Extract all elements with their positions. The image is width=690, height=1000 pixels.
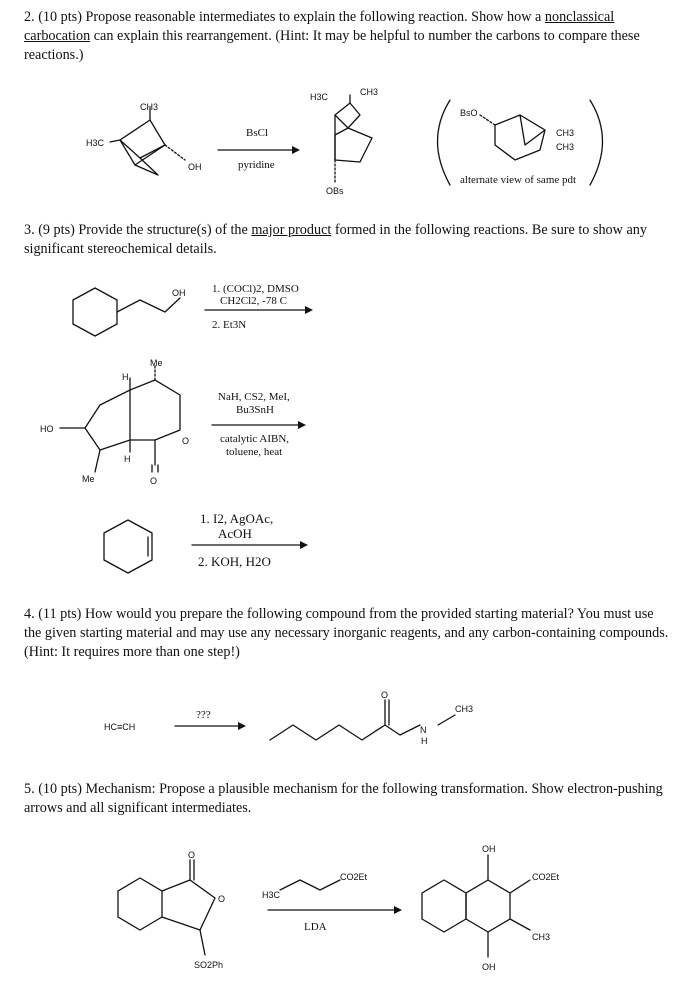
q5-pdt-label: OH	[482, 844, 496, 854]
q5-sm-label: SO2Ph	[194, 960, 224, 970]
q5-reagent-label: CO2Et	[340, 872, 368, 882]
q2-product	[310, 87, 378, 196]
q2-sm-label: H3C	[86, 138, 105, 148]
q3-rxn2-label: O	[182, 436, 190, 446]
q2-alt-label: CH3	[556, 142, 575, 152]
q2-alt-label: CH3	[556, 128, 575, 138]
q2-reagent: pyridine	[238, 159, 275, 171]
q2-sm-label: CH3	[140, 102, 159, 112]
q2-alt-label: BsO	[460, 108, 478, 118]
q3-rxn2-label: Me	[150, 358, 163, 368]
q3-rxn3-reagent: 2. KOH, H2O	[198, 554, 271, 569]
q2-starting-material	[86, 102, 202, 175]
q4-arrow-label: ???	[196, 709, 211, 721]
q3-rxn2-label: H	[124, 454, 131, 464]
q3-rxn2-reagent: Bu3SnH	[236, 404, 274, 416]
q3-rxn1-reagent: 2. Et3N	[212, 319, 247, 331]
q5-reagent-label: H3C	[262, 890, 281, 900]
q2-alt-caption: alternate view of same pdt	[460, 174, 577, 186]
q3-rxn2-reagent: catalytic AIBN,	[220, 433, 290, 445]
q2-underlined-term: nonclassical carbocation	[24, 9, 615, 44]
q4-starting-material	[104, 722, 135, 732]
q3-rxn1-reagent: CH2Cl2, -78 C	[220, 295, 287, 307]
q4-pdt-label: CH3	[455, 704, 474, 714]
q5-reagent	[262, 872, 368, 900]
q2-alternate-view	[438, 100, 603, 186]
q5-pdt-label: CO2Et	[532, 872, 560, 882]
q2-reagent: BsCl	[246, 127, 269, 139]
q3-rxn3-substrate	[104, 520, 152, 573]
q3-rxn1-arrow	[205, 283, 313, 331]
q4-text: 4. (11 pts) How would you prepare the following compound from the provided starting material? You must use the given starting material and may use any necessary inorganic reagents, and any carbon-containing compounds. (Hint: It requires more than one step!)	[24, 606, 669, 660]
q5-product	[422, 844, 560, 972]
q3-rxn2-substrate	[40, 358, 189, 486]
q4-pdt-label: H	[421, 736, 428, 746]
q2-text-suffix: can explain this rearrangement. (Hint: It may be helpful to number the carbons to compare these reactions.)	[24, 28, 640, 63]
q4-pdt-label: N	[420, 725, 427, 735]
q3-rxn1-oh-label: OH	[172, 288, 186, 298]
q3-text-prefix: 3. (9 pts) Provide the structure(s) of the	[24, 222, 252, 238]
q4-sm-label: HC≡CH	[104, 722, 136, 732]
q2-text-prefix: 2. (10 pts) Propose reasonable intermediates to explain the following reaction. Show how a	[24, 9, 545, 25]
q3-rxn1-substrate	[73, 288, 186, 336]
q3-rxn2-label: H	[122, 372, 129, 382]
q5-pdt-label: OH	[482, 962, 496, 972]
q5-pdt-label: CH3	[532, 932, 551, 942]
q3-rxn3-arrow	[192, 511, 308, 569]
q3-text-suffix: formed in the following reactions. Be sure to show any significant stereochemical details.	[24, 222, 647, 257]
q5-text: 5. (10 pts) Mechanism: Propose a plausible mechanism for the following transformation. Show electron-pushing arrows and all significant intermediates.	[24, 781, 663, 816]
q5-arrow	[268, 906, 402, 933]
q4-pdt-label: O	[381, 690, 389, 700]
q3-rxn2-label: HO	[40, 424, 54, 434]
q2-pdt-label: H3C	[310, 92, 329, 102]
q2-pdt-label: OBs	[326, 186, 344, 196]
q3-rxn2-label: Me	[82, 474, 95, 484]
q3-rxn2-arrow	[212, 391, 306, 458]
q3-rxn2-reagent: toluene, heat	[226, 446, 283, 458]
q3-rxn3-reagent: 1. I2, AgOAc,	[200, 511, 274, 526]
q2-pdt-label: CH3	[360, 87, 379, 97]
q2-sm-label: OH	[188, 162, 202, 172]
q5-starting-material	[118, 850, 225, 970]
q3-underlined-term: major product	[251, 222, 332, 238]
q5-sm-label: O	[188, 850, 196, 860]
q4-arrow	[175, 709, 246, 730]
q5-base-label: LDA	[304, 921, 327, 933]
q3-rxn3-reagent: AcOH	[218, 526, 252, 541]
q5-sm-label: O	[218, 894, 226, 904]
q4-product	[270, 690, 473, 746]
q3-rxn1-reagent: 1. (COCl)2, DMSO	[212, 283, 299, 295]
q2-reaction-arrow	[218, 127, 300, 171]
q3-rxn2-label: O	[150, 476, 158, 486]
q3-rxn2-reagent: NaH, CS2, MeI,	[218, 391, 290, 403]
